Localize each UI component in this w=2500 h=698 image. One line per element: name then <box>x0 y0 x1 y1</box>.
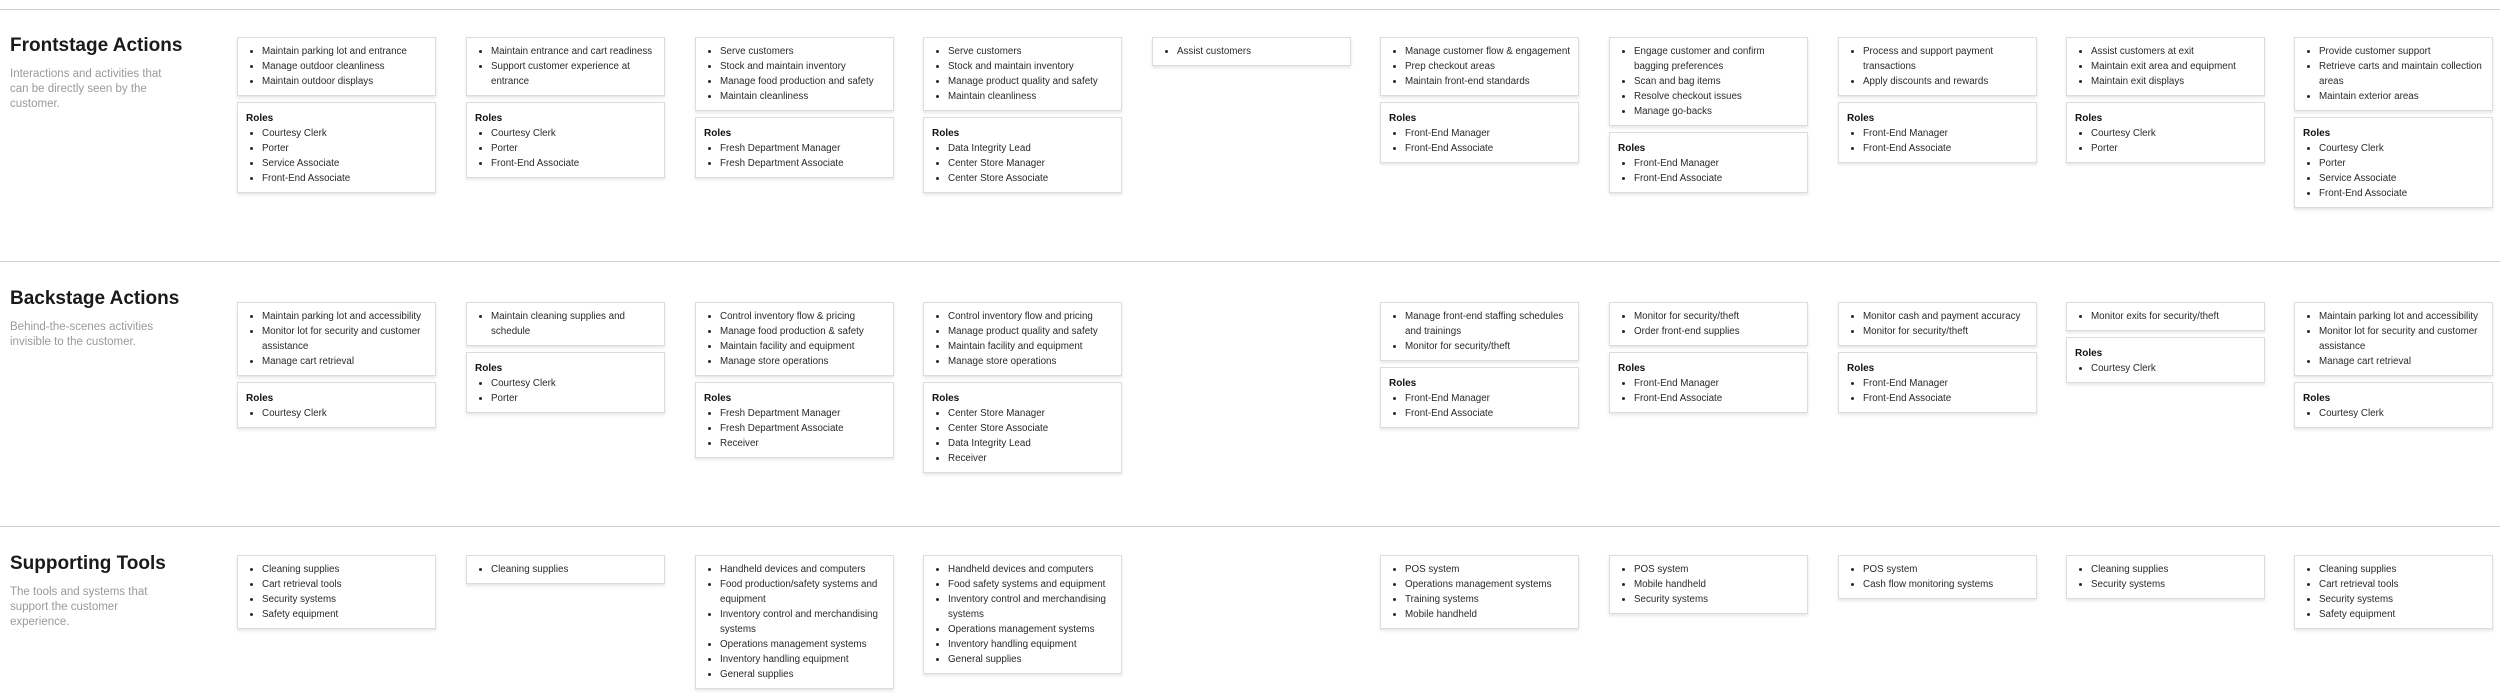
action-item: • Maintain parking lot and entrance <box>262 44 427 59</box>
role-item: • Courtesy Clerk <box>2091 361 2256 376</box>
roles-list <box>1389 126 1570 156</box>
action-item: • Manage store operations <box>948 354 1113 369</box>
actions-list <box>704 44 885 104</box>
action-item: • Cart retrieval tools <box>262 577 427 592</box>
actions-card <box>695 302 894 376</box>
action-item: • Maintain parking lot and accessibility <box>2319 309 2484 324</box>
column-6 <box>1380 302 1579 434</box>
actions-list <box>2075 44 2256 89</box>
roles-list <box>2303 406 2484 421</box>
actions-list <box>475 44 656 89</box>
actions-list <box>1389 562 1570 622</box>
role-item: • Front-End Manager <box>1405 391 1570 406</box>
action-item: • Training systems <box>1405 592 1570 607</box>
roles-card <box>2294 382 2493 428</box>
actions-card <box>2294 302 2493 376</box>
roles-card <box>237 382 436 428</box>
actions-card <box>1380 37 1579 96</box>
action-item: • Serve customers <box>948 44 1113 59</box>
action-item: • Cleaning supplies <box>262 562 427 577</box>
role-item: • Receiver <box>948 451 1113 466</box>
actions-card <box>2294 555 2493 629</box>
roles-card <box>923 117 1122 193</box>
column-8 <box>1838 555 2037 605</box>
actions-list <box>2303 562 2484 622</box>
roles-card <box>1838 102 2037 163</box>
divider-1 <box>0 261 2500 262</box>
actions-card <box>2066 555 2265 599</box>
column-4 <box>923 37 1122 199</box>
action-item: • Handheld devices and computers <box>948 562 1113 577</box>
roles-card <box>2066 102 2265 163</box>
roles-title: Roles <box>1389 378 1417 389</box>
action-item: • Maintain cleanliness <box>948 89 1113 104</box>
section-title: Frontstage Actions <box>10 35 183 56</box>
action-item: • Control inventory flow and pricing <box>948 309 1113 324</box>
role-item: • Service Associate <box>2319 171 2484 186</box>
action-item: • Monitor cash and payment accuracy <box>1863 309 2028 324</box>
column-10 <box>2294 302 2493 434</box>
action-item: • Maintain front-end standards <box>1405 74 1570 89</box>
section-description: Interactions and activities that can be directly seen by the customer. <box>10 68 162 110</box>
action-item: • Retrieve carts and maintain collection areas <box>2319 59 2484 89</box>
action-item: • Engage customer and confirm bagging preferences <box>1634 44 1799 74</box>
action-item: • Provide customer support <box>2319 44 2484 59</box>
roles-card <box>466 352 665 413</box>
action-item: • Maintain entrance and cart readiness <box>491 44 656 59</box>
roles-list <box>475 376 656 406</box>
actions-card <box>2294 37 2493 111</box>
actions-card <box>237 555 436 629</box>
column-1 <box>237 37 436 199</box>
action-item: • Monitor lot for security and customer assistance <box>262 324 427 354</box>
action-item: • Manage cart retrieval <box>262 354 427 369</box>
role-item: • Center Store Manager <box>948 406 1113 421</box>
column-10 <box>2294 37 2493 214</box>
column-8 <box>1838 37 2037 169</box>
actions-card <box>1609 555 1808 614</box>
actions-list <box>704 562 885 682</box>
action-item: • Mobile handheld <box>1634 577 1799 592</box>
action-item: • Security systems <box>262 592 427 607</box>
actions-card <box>1152 37 1351 66</box>
roles-list <box>1847 126 2028 156</box>
actions-list <box>1389 44 1570 89</box>
action-item: • Monitor for security/theft <box>1405 339 1570 354</box>
action-item: • Manage product quality and safety <box>948 74 1113 89</box>
action-item: • Cleaning supplies <box>2319 562 2484 577</box>
actions-list <box>932 562 1113 667</box>
action-item: • Maintain cleaning supplies and schedule <box>491 309 656 339</box>
actions-card <box>1838 555 2037 599</box>
action-item: • Apply discounts and rewards <box>1863 74 2028 89</box>
column-9 <box>2066 37 2265 169</box>
action-item: • Maintain exterior areas <box>2319 89 2484 104</box>
role-item: • Front-End Manager <box>1863 126 2028 141</box>
role-item: • Courtesy Clerk <box>262 126 427 141</box>
action-item: • Maintain facility and equipment <box>720 339 885 354</box>
role-item: • Center Store Manager <box>948 156 1113 171</box>
actions-list <box>2303 309 2484 369</box>
action-item: • Stock and maintain inventory <box>720 59 885 74</box>
action-item: • General supplies <box>720 667 885 682</box>
action-item: • Food safety systems and equipment <box>948 577 1113 592</box>
roles-list <box>2075 361 2256 376</box>
action-item: • Manage front-end staffing schedules and trainings <box>1405 309 1570 339</box>
roles-list <box>1389 391 1570 421</box>
action-item: • Monitor lot for security and customer assistance <box>2319 324 2484 354</box>
roles-list <box>932 406 1113 466</box>
role-item: • Fresh Department Manager <box>720 406 885 421</box>
actions-list <box>246 44 427 89</box>
role-item: • Front-End Manager <box>1863 376 2028 391</box>
action-item: • Resolve checkout issues <box>1634 89 1799 104</box>
actions-card <box>1609 37 1808 126</box>
action-item: • Inventory handling equipment <box>720 652 885 667</box>
action-item: • Handheld devices and computers <box>720 562 885 577</box>
action-item: • Mobile handheld <box>1405 607 1570 622</box>
role-item: • Data Integrity Lead <box>948 436 1113 451</box>
roles-list <box>246 126 427 186</box>
roles-card <box>923 382 1122 473</box>
action-item: • Cleaning supplies <box>491 562 656 577</box>
action-item: • Manage cart retrieval <box>2319 354 2484 369</box>
action-item: • Assist customers <box>1177 44 1342 59</box>
actions-card <box>2066 302 2265 331</box>
section-title: Supporting Tools <box>10 553 166 574</box>
action-item: • Inventory control and merchandising systems <box>948 592 1113 622</box>
role-item: • Front-End Associate <box>1405 141 1570 156</box>
action-item: • Monitor exits for security/theft <box>2091 309 2256 324</box>
roles-title: Roles <box>932 128 960 139</box>
role-item: • Porter <box>491 391 656 406</box>
roles-card <box>1380 102 1579 163</box>
action-item: • POS system <box>1405 562 1570 577</box>
action-item: • Manage food production & safety <box>720 324 885 339</box>
action-item: • Safety equipment <box>262 607 427 622</box>
role-item: • Front-End Manager <box>1634 376 1799 391</box>
action-item: • Maintain outdoor displays <box>262 74 427 89</box>
column-9 <box>2066 302 2265 389</box>
actions-card <box>1609 302 1808 346</box>
column-6 <box>1380 555 1579 635</box>
actions-card <box>923 555 1122 674</box>
actions-list <box>246 309 427 369</box>
actions-list <box>704 309 885 369</box>
actions-list <box>932 44 1113 104</box>
column-3 <box>695 37 894 184</box>
roles-card <box>2294 117 2493 208</box>
section-description: Behind-the-scenes activities invisible to the customer. <box>10 321 154 348</box>
roles-title: Roles <box>2303 393 2331 404</box>
role-item: • Porter <box>2319 156 2484 171</box>
column-7 <box>1609 555 1808 620</box>
roles-title: Roles <box>246 113 274 124</box>
role-item: • Courtesy Clerk <box>262 406 427 421</box>
actions-card <box>695 37 894 111</box>
actions-card <box>1380 555 1579 629</box>
column-3 <box>695 555 894 695</box>
action-item: • Safety equipment <box>2319 607 2484 622</box>
column-8 <box>1838 302 2037 419</box>
actions-list <box>1847 44 2028 89</box>
roles-title: Roles <box>1618 143 1646 154</box>
column-1 <box>237 555 436 635</box>
actions-card <box>237 37 436 96</box>
roles-card <box>466 102 665 178</box>
roles-card <box>695 382 894 458</box>
role-item: • Courtesy Clerk <box>2319 141 2484 156</box>
roles-list <box>2075 126 2256 156</box>
actions-list <box>1618 44 1799 119</box>
action-item: • POS system <box>1863 562 2028 577</box>
action-item: • Order front-end supplies <box>1634 324 1799 339</box>
roles-list <box>704 141 885 171</box>
actions-list <box>1389 309 1570 354</box>
roles-list <box>932 141 1113 186</box>
divider-2 <box>0 526 2500 527</box>
action-item: • Security systems <box>2319 592 2484 607</box>
action-item: • Manage food production and safety <box>720 74 885 89</box>
role-item: • Center Store Associate <box>948 171 1113 186</box>
actions-card <box>1380 302 1579 361</box>
action-item: • Support customer experience at entrance <box>491 59 656 89</box>
roles-title: Roles <box>2303 128 2331 139</box>
column-7 <box>1609 302 1808 419</box>
action-item: • Cart retrieval tools <box>2319 577 2484 592</box>
actions-card <box>466 302 665 346</box>
action-item: • Stock and maintain inventory <box>948 59 1113 74</box>
action-item: • Serve customers <box>720 44 885 59</box>
actions-list <box>475 309 656 339</box>
column-4 <box>923 302 1122 479</box>
action-item: • Maintain exit displays <box>2091 74 2256 89</box>
action-item: • Manage product quality and safety <box>948 324 1113 339</box>
column-2 <box>466 302 665 419</box>
role-item: • Fresh Department Manager <box>720 141 885 156</box>
action-item: • Cash flow monitoring systems <box>1863 577 2028 592</box>
column-6 <box>1380 37 1579 169</box>
column-5 <box>1152 37 1351 72</box>
roles-list <box>1847 376 2028 406</box>
role-item: • Front-End Associate <box>1863 391 2028 406</box>
roles-title: Roles <box>475 363 503 374</box>
role-item: • Courtesy Clerk <box>2091 126 2256 141</box>
actions-list <box>1847 562 2028 592</box>
role-item: • Front-End Associate <box>1405 406 1570 421</box>
action-item: • Monitor for security/theft <box>1634 309 1799 324</box>
role-item: • Courtesy Clerk <box>2319 406 2484 421</box>
action-item: • Manage go-backs <box>1634 104 1799 119</box>
role-item: • Front-End Manager <box>1634 156 1799 171</box>
roles-title: Roles <box>2075 113 2103 124</box>
roles-title: Roles <box>704 128 732 139</box>
column-1 <box>237 302 436 434</box>
action-item: • Maintain facility and equipment <box>948 339 1113 354</box>
roles-card <box>2066 337 2265 383</box>
column-10 <box>2294 555 2493 635</box>
action-item: • Prep checkout areas <box>1405 59 1570 74</box>
roles-title: Roles <box>2075 348 2103 359</box>
action-item: • Assist customers at exit <box>2091 44 2256 59</box>
divider-top <box>0 9 2500 10</box>
roles-title: Roles <box>475 113 503 124</box>
action-item: • Security systems <box>1634 592 1799 607</box>
action-item: • Inventory handling equipment <box>948 637 1113 652</box>
role-item: • Porter <box>491 141 656 156</box>
actions-card <box>923 37 1122 111</box>
role-item: • Porter <box>2091 141 2256 156</box>
role-item: • Front-End Associate <box>2319 186 2484 201</box>
actions-list <box>2075 309 2256 324</box>
actions-list <box>1618 309 1799 339</box>
role-item: • Fresh Department Associate <box>720 156 885 171</box>
role-item: • Fresh Department Associate <box>720 421 885 436</box>
actions-card <box>2066 37 2265 96</box>
actions-list <box>932 309 1113 369</box>
actions-list <box>1161 44 1342 59</box>
role-item: • Courtesy Clerk <box>491 376 656 391</box>
roles-title: Roles <box>1618 363 1646 374</box>
action-item: • Manage outdoor cleanliness <box>262 59 427 74</box>
role-item: • Center Store Associate <box>948 421 1113 436</box>
action-item: • POS system <box>1634 562 1799 577</box>
actions-list <box>1618 562 1799 607</box>
action-item: • Operations management systems <box>948 622 1113 637</box>
roles-list <box>1618 156 1799 186</box>
role-item: • Front-End Associate <box>1863 141 2028 156</box>
actions-card <box>1838 302 2037 346</box>
actions-list <box>2303 44 2484 104</box>
roles-list <box>246 406 427 421</box>
roles-card <box>1609 352 1808 413</box>
roles-title: Roles <box>932 393 960 404</box>
action-item: • Process and support payment transactions <box>1863 44 2028 74</box>
action-item: • Manage store operations <box>720 354 885 369</box>
actions-card <box>237 302 436 376</box>
role-item: • Front-End Associate <box>262 171 427 186</box>
roles-list <box>475 126 656 171</box>
column-7 <box>1609 37 1808 199</box>
role-item: • Front-End Associate <box>491 156 656 171</box>
action-item: • Maintain exit area and equipment <box>2091 59 2256 74</box>
roles-title: Roles <box>1389 113 1417 124</box>
column-2 <box>466 37 665 184</box>
action-item: • Security systems <box>2091 577 2256 592</box>
roles-card <box>237 102 436 193</box>
actions-list <box>2075 562 2256 592</box>
actions-card <box>695 555 894 689</box>
roles-list <box>2303 141 2484 201</box>
actions-list <box>246 562 427 622</box>
role-item: • Front-End Manager <box>1405 126 1570 141</box>
actions-card <box>923 302 1122 376</box>
roles-title: Roles <box>246 393 274 404</box>
action-item: • Cleaning supplies <box>2091 562 2256 577</box>
action-item: • Monitor for security/theft <box>1863 324 2028 339</box>
roles-title: Roles <box>1847 363 1875 374</box>
action-item: • Maintain cleanliness <box>720 89 885 104</box>
action-item: • Inventory control and merchandising systems <box>720 607 885 637</box>
action-item: • Scan and bag items <box>1634 74 1799 89</box>
role-item: • Front-End Associate <box>1634 171 1799 186</box>
roles-list <box>704 406 885 451</box>
actions-list <box>475 562 656 577</box>
actions-card <box>466 37 665 96</box>
role-item: • Porter <box>262 141 427 156</box>
action-item: • Manage customer flow & engagement <box>1405 44 1570 59</box>
role-item: • Front-End Associate <box>1634 391 1799 406</box>
role-item: • Service Associate <box>262 156 427 171</box>
section-title: Backstage Actions <box>10 288 180 309</box>
action-item: • Operations management systems <box>720 637 885 652</box>
roles-title: Roles <box>1847 113 1875 124</box>
actions-list <box>1847 309 2028 339</box>
roles-card <box>1838 352 2037 413</box>
roles-list <box>1618 376 1799 406</box>
action-item: • Control inventory flow & pricing <box>720 309 885 324</box>
actions-card <box>466 555 665 584</box>
column-4 <box>923 555 1122 680</box>
roles-card <box>1380 367 1579 428</box>
column-2 <box>466 555 665 590</box>
action-item: • Operations management systems <box>1405 577 1570 592</box>
role-item: • Data Integrity Lead <box>948 141 1113 156</box>
role-item: • Courtesy Clerk <box>491 126 656 141</box>
action-item: • Maintain parking lot and accessibility <box>262 309 427 324</box>
roles-title: Roles <box>704 393 732 404</box>
column-3 <box>695 302 894 464</box>
role-item: • Receiver <box>720 436 885 451</box>
action-item: • Food production/safety systems and equipment <box>720 577 885 607</box>
section-description: The tools and systems that support the customer experience. <box>10 586 148 628</box>
column-9 <box>2066 555 2265 605</box>
roles-card <box>1609 132 1808 193</box>
roles-card <box>695 117 894 178</box>
actions-card <box>1838 37 2037 96</box>
action-item: • General supplies <box>948 652 1113 667</box>
